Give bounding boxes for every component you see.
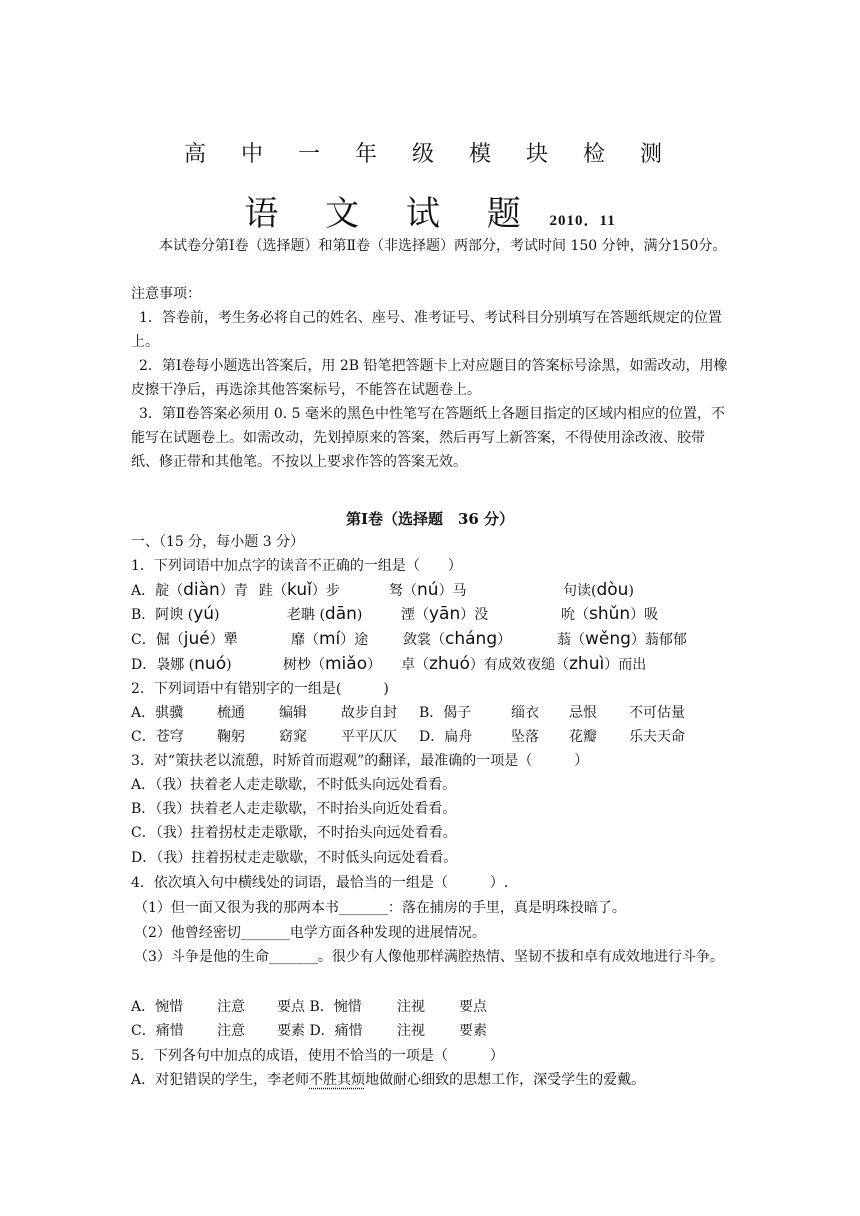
q4-sentence-3: （3）斗争是他的生命_______。很少有人像他那样满腔热情、坚韧不拔和卓有成效地进行斗争。 <box>134 949 724 965</box>
q3-option-a: A．（我）扶着老人走走歇歇，不时低头向远处看看。 <box>131 777 457 793</box>
q2-options-ab: A．骐骥 梳通 编辑 故步自封 B．偈子 缁衣 忌恨 不可估量 <box>131 705 685 721</box>
q1-option-a: A．靛（diàn）青 跬（kuǐ）步 驽（nú）马 句读(dòu) <box>131 580 634 600</box>
q4-stem: 4．依次填入句中横线处的词语，最恰当的一组是（ ）. <box>131 875 509 891</box>
notice-item-2: 2．第Ⅰ卷每小题选出答案后，用 2B 铅笔把答题卡上对应题目的答案标号涂黑，如需改动，用橡皮擦干净后，再选涂其他答案标号，不能答在试题卷上。 <box>131 358 728 398</box>
intro-paragraph: 本试卷分第Ⅰ卷（选择题）和第Ⅱ卷（非选择题）两部分，考试时间 150 分钟，满分150分。 <box>159 238 727 254</box>
q5-option-a: A．对犯错误的学生，李老师不胜其烦地做耐心细致的思想工作，深受学生的爱戴。 <box>131 1072 646 1088</box>
part-heading: 一、（15 分，每小题 3 分） <box>131 534 305 550</box>
section-title: 第Ⅰ卷（选择题 36 分） <box>345 510 515 528</box>
notice-item-3: 3．第Ⅱ卷答案必须用 0. 5 毫米的黑色中性笔写在答题纸上各题目指定的区域内相应的位置，不能写在试题卷上。如需改动，先划掉原来的答案，然后再写上新答案，不得使用涂改液、胶带纸、修正带和其他笔。不按以上要求作答的答案无效。 <box>131 406 726 470</box>
dotted-idiom: 不胜其烦 <box>309 1072 366 1088</box>
exam-date: 2010．11 <box>549 213 616 229</box>
subject-title: 语 文 试 题 <box>244 194 539 234</box>
q4-options-ab: A．惋惜 注意 要点 B．惋惜 注视 要点 <box>131 999 487 1015</box>
q3-option-b: B．（我）扶着老人走走歇歇，不时抬头向近处看看。 <box>131 801 457 817</box>
q1-option-b: B．阿谀 (yú) 老聃 (dān) 湮（yān）没 吮（shǔn）吸 <box>131 604 659 624</box>
exam-title <box>0 186 860 235</box>
q4-options-cd: C．痛惜 注意 要素 D．痛惜 注视 要素 <box>131 1023 487 1039</box>
notice-title: 注意事项： <box>131 286 201 302</box>
q5-stem: 5．下列各句中加点的成语，使用不恰当的一项是（ ） <box>131 1048 504 1064</box>
q4-sentence-1: （1）但一面又很为我的那两本书_______：落在捕房的手里，真是明珠投暗了。 <box>134 900 626 916</box>
q1-stem: 1．下列词语中加点字的读音不正确的一组是（ ） <box>131 558 462 574</box>
q2-options-cd: C．苍穹 鞠躬 窈窕 平平仄仄 D．扁舟 坠落 花瓣 乐夫天命 <box>131 729 685 745</box>
q3-option-c: C．（我）拄着拐杖走走歇歇，不时抬头向远处看看。 <box>131 825 457 841</box>
q3-stem: 3．对“策扶老以流憩，时矫首而遐观”的翻译，最准确的一项是（ ） <box>131 753 589 769</box>
q1-option-c: C．倔（jué）犟 靡（mí）途 敛裳（cháng） 蓊（wěng）蓊郁郁 <box>131 629 687 649</box>
q3-option-d: D．（我）拄着拐杖走走歇歇，不时低头向远处看看。 <box>131 850 458 866</box>
q1-option-d: D．袅娜 (nuó) 树杪（miǎo） 卓（zhuó）有成效 夜缒（zhuì）而出 <box>131 654 647 674</box>
q4-sentence-2: （2）他曾经密切_______电学方面各种发现的进展情况。 <box>134 925 486 941</box>
exam-header: 高 中 一 年 级 模 块 检 测 <box>184 142 676 167</box>
notice-item-1: 1．答卷前，考生务必将自己的姓名、座号、准考证号、考试科目分别填写在答题纸规定的位置上。 <box>131 310 722 350</box>
q2-stem: 2．下列词语中有错别字的一组是( ) <box>131 681 389 697</box>
